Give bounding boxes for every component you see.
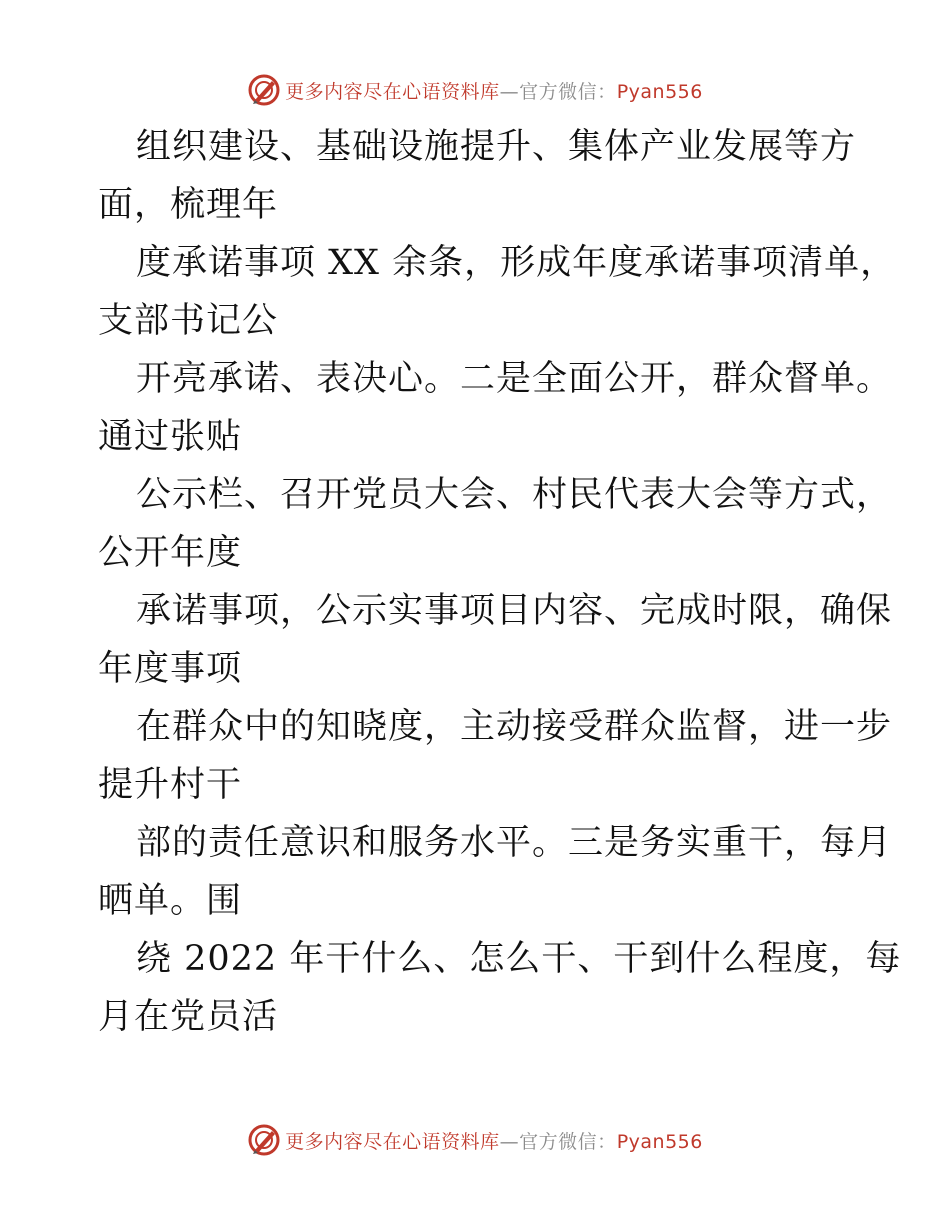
footer-banner-contact-id: Pyan556 xyxy=(616,1130,703,1153)
body-line: 月在党员活 xyxy=(98,997,279,1037)
body-line: 年度事项 xyxy=(98,649,243,689)
body-line: 组织建设、基础设施提升、集体产业发展等方 xyxy=(136,127,857,167)
body-line: 在群众中的知晓度，主动接受群众监督，进一步 xyxy=(136,707,893,747)
body-line: 度承诺事项 XX 余条，形成年度承诺事项清单， xyxy=(136,243,897,283)
pen-circle-logo-icon xyxy=(247,73,281,107)
footer-banner xyxy=(0,1120,950,1160)
header-banner-contact-id: Pyan556 xyxy=(616,80,703,103)
body-line: 提升村干 xyxy=(98,765,243,805)
body-line: 晒单。围 xyxy=(98,881,243,921)
header-banner-text xyxy=(285,77,703,104)
footer-banner-separator: — xyxy=(499,1130,520,1153)
body-line: 承诺事项，公示实事项目内容、完成时限，确保 xyxy=(136,591,893,631)
header-banner-title: 更多内容尽在心语资料库 xyxy=(285,80,500,103)
body-line: 公开年度 xyxy=(98,533,243,573)
body-line: 面，梳理年 xyxy=(98,185,279,225)
body-line: 绕 2022 年干什么、怎么干、干到什么程度，每 xyxy=(136,939,902,979)
footer-banner-text xyxy=(285,1127,703,1154)
footer-banner-contact-label: 官方微信： xyxy=(519,1130,617,1153)
pen-circle-logo-icon xyxy=(247,1123,281,1157)
document-body xyxy=(98,118,902,1046)
body-line: 通过张贴 xyxy=(98,417,243,457)
header-banner-contact-label: 官方微信： xyxy=(519,80,617,103)
body-line: 开亮承诺、表决心。二是全面公开，群众督单。 xyxy=(136,359,893,399)
body-line: 公示栏、召开党员大会、村民代表大会等方式， xyxy=(136,475,893,515)
footer-banner-title: 更多内容尽在心语资料库 xyxy=(285,1130,500,1153)
header-banner-separator: — xyxy=(499,80,520,103)
body-line: 支部书记公 xyxy=(98,301,279,341)
body-line: 部的责任意识和服务水平。三是务实重干，每月 xyxy=(136,823,893,863)
header-banner xyxy=(0,70,950,110)
